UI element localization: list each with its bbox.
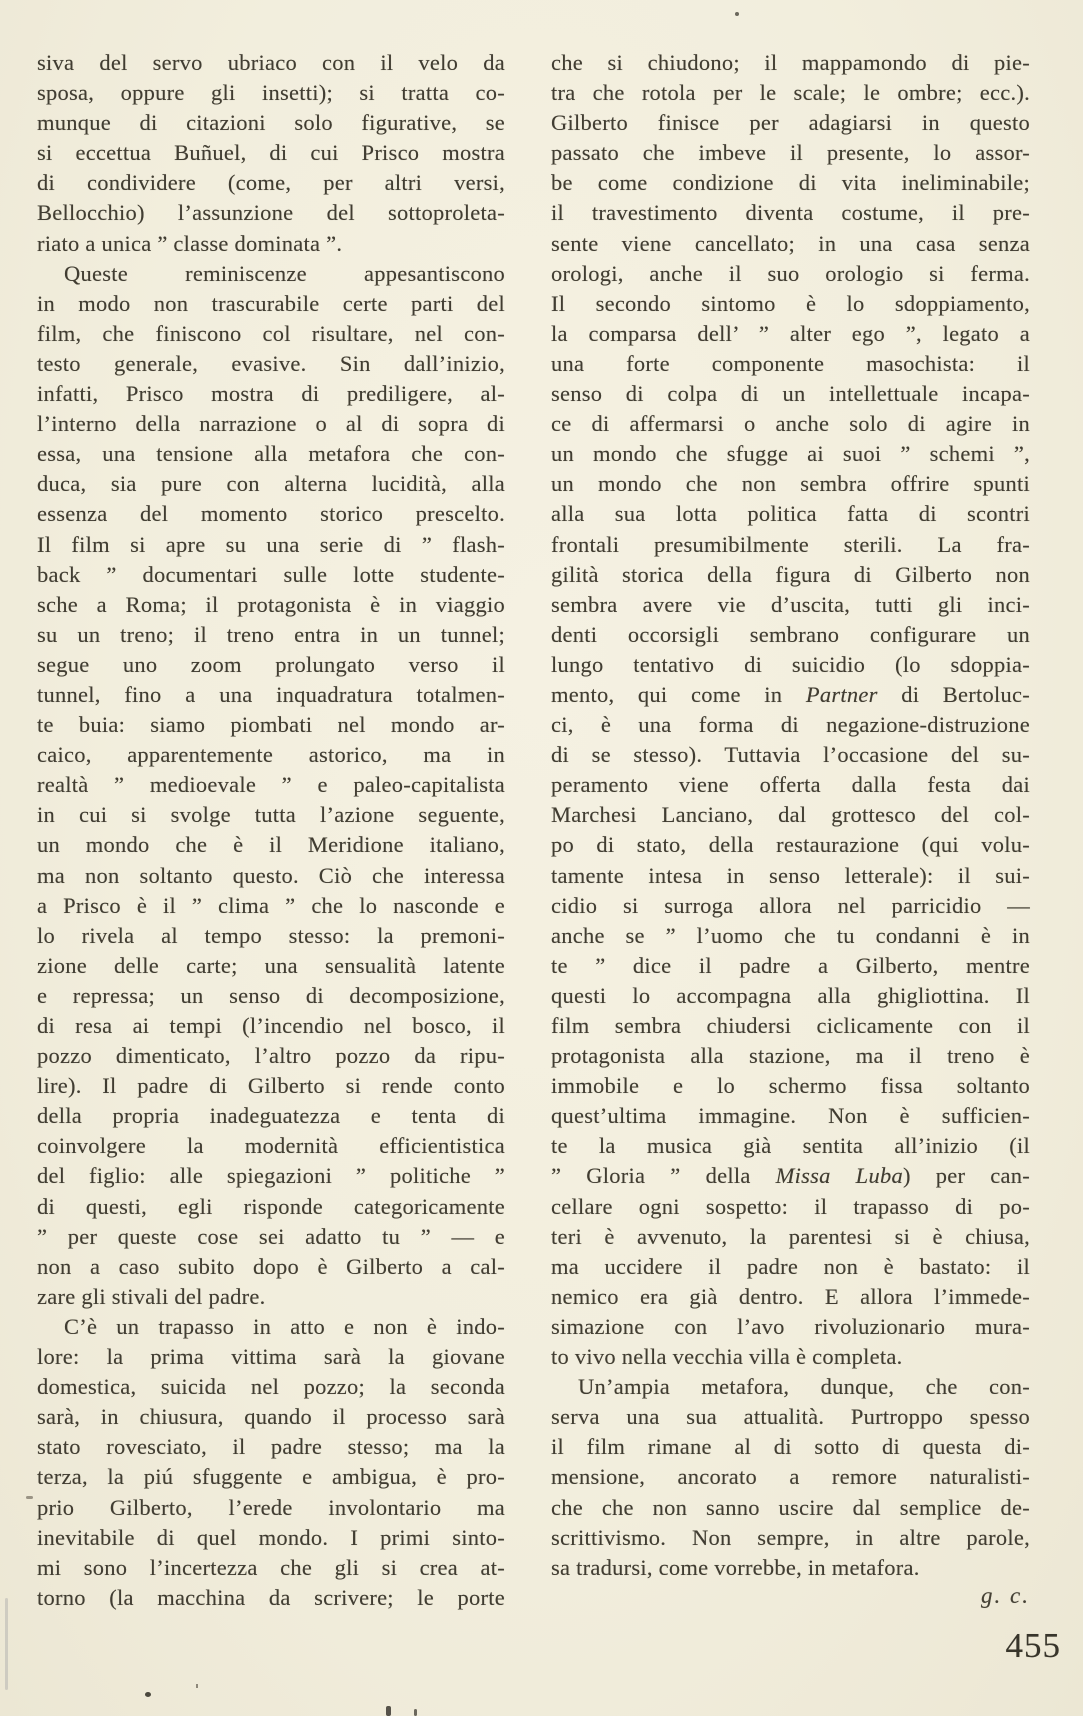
scan-speck	[386, 1706, 391, 1716]
text-line: po di stato, della restaurazione (qui volu-	[551, 832, 1030, 858]
text-line: pozzo dimenticato, l’altro pozzo da ripu-	[37, 1043, 505, 1069]
text-line: ” Gloria ” della Missa Luba) per can-	[551, 1163, 1030, 1189]
text-line: mensione, ancorato a remore naturalisti-	[551, 1464, 1030, 1490]
text-line: una forte componente masochista: il	[551, 350, 1030, 376]
text-line: della propria inadeguatezza e tenta di	[37, 1103, 505, 1129]
text-line: Gilberto finisce per adagiarsi in questo	[551, 110, 1030, 136]
text-line: in modo non trascurabile certe parti del	[37, 290, 505, 316]
text-line: di se stesso). Tuttavia l’occasione del su-	[551, 742, 1030, 768]
text-line: un mondo che non sembra offrire spunti	[551, 471, 1030, 497]
text-line: sposa, oppure gli insetti); si tratta co-	[37, 80, 505, 106]
text-line: teri è avvenuto, la parentesi si è chiusa,	[551, 1223, 1030, 1249]
text-line: si eccettua Buñuel, di cui Prisco mostra	[37, 140, 505, 166]
text-line: a Prisco è il ” clima ” che lo nasconde e	[37, 892, 505, 918]
text-line: non a caso subito dopo è Gilberto a cal-	[37, 1253, 505, 1279]
text-line: te buia: siamo piombati nel mondo ar-	[37, 712, 505, 738]
text-line: te la musica già sentita all’inizio (il	[551, 1133, 1030, 1159]
text-line: cidio si surroga allora nel parricidio —	[551, 892, 1030, 918]
text-line: film, che finiscono col risultare, nel con-	[37, 320, 505, 346]
text-line: alla sua lotta politica fatta di scontri	[551, 501, 1030, 527]
text-line: di condividere (come, per altri versi,	[37, 170, 505, 196]
text-line: di resa ai tempi (l’incendio nel bosco, il	[37, 1013, 505, 1038]
text-line: la comparsa dell’ ” alter ego ”, legato a	[551, 320, 1030, 346]
text-line: in cui si svolge tutta l’azione seguente,	[37, 802, 505, 828]
text-line: nemico era già dentro. E allora l’immede-	[551, 1283, 1030, 1309]
text-line: ce di affermarsi o anche solo di agire in	[551, 411, 1030, 437]
text-line: su un treno; il treno entra in un tunnel;	[37, 621, 505, 647]
text-line: essa, una tensione alla metafora che con-	[37, 441, 505, 467]
text-line: questi lo accompagna alla ghigliottina. Il	[551, 982, 1030, 1008]
text-line: infatti, Prisco mostra di prediligere, al-	[37, 381, 505, 407]
text-line: film sembra chiudersi ciclicamente con il	[551, 1013, 1030, 1038]
text-line: senso di colpa di un intellettuale incapa-	[551, 381, 1030, 407]
text-line: scrittivismo. Non sempre, in altre parole,	[551, 1524, 1030, 1550]
text-line: e repressa; un senso di decomposizione,	[37, 982, 505, 1008]
text-line: coinvolgere la modernità efficientistica	[37, 1133, 505, 1159]
text-line: segue uno zoom prolungato verso il	[37, 651, 505, 677]
scan-smudge	[5, 1598, 8, 1690]
text-line: quest’ultima immagine. Non è sufficien-	[551, 1103, 1030, 1129]
text-line: un mondo che sfugge ai suoi ” schemi ”,	[551, 441, 1030, 467]
text-line: Marchesi Lanciano, dal grottesco del col-	[551, 802, 1030, 828]
text-line: terza, la piú sfuggente e ambigua, è pro-	[37, 1464, 505, 1490]
scan-speck	[735, 12, 739, 16]
text-line: tra che rotola per le scale; le ombre; ecc.).	[551, 80, 1030, 106]
text-line: di questi, egli risponde categoricamente	[37, 1193, 505, 1219]
text-line: immobile e lo schermo fissa soltanto	[551, 1073, 1030, 1099]
text-line: siva del servo ubriaco con il velo da	[37, 50, 505, 75]
scan-speck	[196, 1684, 198, 1688]
text-line: C’è un trapasso in atto e non è indo-	[64, 1313, 505, 1339]
text-line: Il secondo sintomo è lo sdoppiamento,	[551, 290, 1030, 316]
text-line: prio Gilberto, l’erede involontario ma	[37, 1494, 505, 1520]
text-line: ” per queste cose sei adatto tu ” — e	[37, 1223, 505, 1249]
text-line: mi sono l’incertezza che gli si crea at-	[37, 1554, 505, 1580]
text-line: anche se ” l’uomo che tu condanni è in	[551, 922, 1030, 948]
text-line: caico, apparentemente astorico, ma in	[37, 742, 505, 768]
text-column-right	[551, 48, 1030, 1583]
scan-speck	[145, 1692, 151, 1697]
text-line: duca, sia pure con alterna lucidità, alla	[37, 471, 505, 497]
text-line: sarà, in chiusura, quando il processo sarà	[37, 1404, 505, 1430]
text-line: tamente intesa in senso letterale): il sui-	[551, 862, 1030, 888]
text-line: che si chiudono; il mappamondo di pie-	[551, 50, 1030, 75]
text-line: zione delle carte; una sensualità latente	[37, 952, 505, 978]
text-line: domestica, suicida nel pozzo; la seconda	[37, 1374, 505, 1400]
text-line: un mondo che è il Meridione italiano,	[37, 832, 505, 858]
text-line: be come condizione di vita ineliminabile;	[551, 170, 1030, 196]
text-line: il travestimento diventa costume, il pre-	[551, 200, 1030, 226]
page-number: 455	[1005, 1626, 1061, 1665]
text-line: to vivo nella vecchia villa è completa.	[551, 1344, 903, 1370]
author-initials	[551, 1583, 1030, 1609]
text-line: Bellocchio) l’assunzione del sottoproleta-	[37, 200, 505, 226]
text-line: denti occorsigli sembrano configurare un	[551, 621, 1030, 647]
text-line: Il film si apre su una serie di ” flash-	[37, 531, 505, 557]
scan-speck	[414, 1709, 417, 1716]
text-line: lungo tentativo di suicidio (lo sdoppia-	[551, 651, 1030, 677]
author-initials-text: g. c.	[981, 1583, 1030, 1608]
text-line: sa tradursi, come vorrebbe, in metafora.	[551, 1554, 920, 1580]
text-line: lore: la prima vittima sarà la giovane	[37, 1344, 505, 1370]
text-line: serva una sua attualità. Purtroppo spesso	[551, 1404, 1030, 1430]
text-line: lire). Il padre di Gilberto si rende conto	[37, 1073, 505, 1099]
text-line: zare gli stivali del padre.	[37, 1283, 266, 1309]
text-line: gilità storica della figura di Gilberto non	[551, 561, 1030, 587]
text-line: inevitabile di quel mondo. I primi sinto-	[37, 1524, 505, 1550]
text-line: ma uccidere il padre non è bastato: il	[551, 1253, 1030, 1279]
text-column-left	[37, 48, 505, 1613]
text-line: sente viene cancellato; in una casa senza	[551, 230, 1030, 256]
text-line: munque di citazioni solo figurative, se	[37, 110, 505, 136]
text-line: ma non soltanto questo. Ciò che interessa	[37, 862, 505, 888]
text-line: simazione con l’avo rivoluzionario mura-	[551, 1313, 1030, 1339]
text-line: back ” documentari sulle lotte studente-	[37, 561, 505, 587]
text-line: Queste reminiscenze appesantiscono	[64, 260, 505, 286]
text-line: mento, qui come in Partner di Bertoluc-	[551, 681, 1030, 707]
text-line: stato rovesciato, il padre stesso; ma la	[37, 1434, 505, 1460]
text-line: frontali presumibilmente sterili. La fra-	[551, 531, 1030, 557]
text-line: realtà ” medioevale ” e paleo-capitalista	[37, 772, 505, 798]
text-line: riato a unica ” classe dominata ”.	[37, 230, 343, 256]
text-line: del figlio: alle spiegazioni ” politiche ”	[37, 1163, 505, 1189]
text-line: essenza del momento storico prescelto.	[37, 501, 505, 527]
text-line: sembra avere vie d’uscita, tutti gli inci-	[551, 591, 1030, 617]
text-line: peramento viene offerta dalla festa dai	[551, 772, 1030, 798]
text-line: l’interno della narrazione o al di sopra di	[37, 411, 505, 437]
text-line: ci, è una forma di negazione-distruzione	[551, 712, 1030, 738]
text-line: passato che imbeve il presente, lo assor-	[551, 140, 1030, 166]
scan-speck	[26, 1496, 33, 1499]
text-line: protagonista alla stazione, ma il treno è	[551, 1043, 1030, 1069]
text-line: cellare ogni sospetto: il trapasso di po-	[551, 1193, 1030, 1219]
text-line: che che non sanno uscire dal semplice de-	[551, 1494, 1030, 1520]
text-line: orologi, anche il suo orologio si ferma.	[551, 260, 1030, 286]
text-line: testo generale, evasive. Sin dall’inizio,	[37, 350, 505, 376]
text-line: Un’ampia metafora, dunque, che con-	[578, 1374, 1030, 1400]
text-line: il film rimane al di sotto di questa di-	[551, 1434, 1030, 1460]
text-line: torno (la macchina da scrivere; le porte	[37, 1584, 505, 1610]
text-line: lo rivela al tempo stesso: la premoni-	[37, 922, 505, 948]
text-line: te ” dice il padre a Gilberto, mentre	[551, 952, 1030, 978]
text-line: sche a Roma; il protagonista è in viaggio	[37, 591, 505, 617]
text-line: tunnel, fino a una inquadratura totalmen-	[37, 681, 505, 707]
